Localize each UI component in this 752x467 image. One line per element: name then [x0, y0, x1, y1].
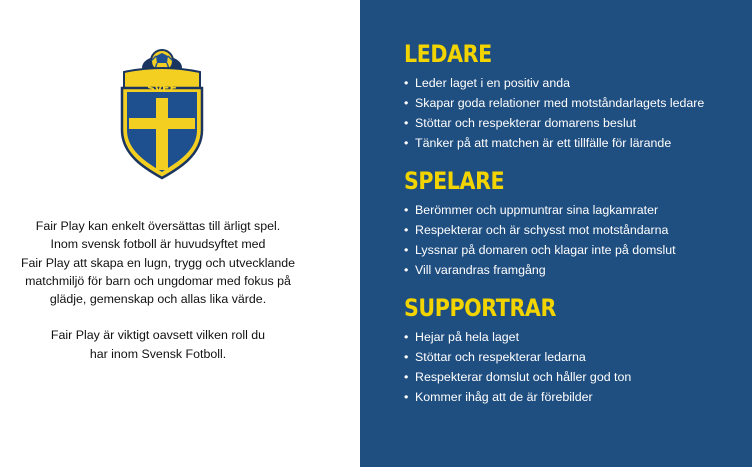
list-item-text: Stöttar och respekterar ledarna	[415, 350, 586, 364]
bullet-dot: •	[404, 136, 409, 150]
list-item	[404, 93, 734, 113]
svff-crest-logo	[116, 44, 208, 180]
list-item	[404, 200, 734, 220]
intro-line: Fair Play kan enkelt översättas till ärligt spel.	[35, 219, 281, 233]
bullet-dot: •	[404, 203, 409, 217]
list-item	[404, 113, 734, 133]
intro-line: har inom Svensk Fotboll.	[89, 346, 227, 361]
intro-line: Fair Play att skapa en lugn, trygg och utvecklande	[20, 255, 296, 270]
list-item-text: Skapar goda relationer med motståndarlagets ledare	[415, 96, 705, 110]
right-panel	[360, 0, 752, 467]
bullet-dot: •	[404, 350, 409, 364]
bullet-dot: •	[404, 370, 409, 384]
list-item	[404, 367, 734, 387]
intro-line: glädje, gemenskap och allas lika värde.	[49, 292, 267, 307]
bullet-dot: •	[404, 223, 409, 237]
bullet-dot: •	[404, 96, 409, 110]
list-item-text: Respekterar och är schysst mot motståndarna	[415, 223, 669, 237]
left-panel	[0, 0, 360, 467]
bullet-list	[404, 73, 734, 153]
list-item-text: Leder laget i en positiv anda	[415, 76, 570, 90]
bullet-dot: •	[404, 76, 409, 90]
bullet-dot: •	[404, 263, 409, 277]
list-item-text: Stöttar och respekterar domarens beslut	[415, 116, 637, 130]
section-heading: SPELARE	[404, 167, 505, 195]
intro-line: matchmiljö för barn och ungdomar med fokus på	[25, 273, 291, 288]
list-item	[404, 387, 734, 407]
list-item-text: Hejar på hela laget	[415, 330, 520, 344]
bullet-dot: •	[404, 330, 409, 344]
intro-line: Inom svensk fotboll är huvudsyftet med	[50, 237, 266, 252]
bullet-list	[404, 327, 734, 407]
section-supportrar	[404, 294, 734, 407]
crest-text: SvFF	[146, 82, 178, 95]
list-item	[404, 73, 734, 93]
bullet-list	[404, 200, 734, 280]
bullet-dot: •	[404, 116, 409, 130]
list-item-text: Berömmer och uppmuntrar sina lagkamrater	[415, 203, 659, 217]
section-heading: SUPPORTRAR	[404, 294, 556, 322]
list-item-text: Tänker på att matchen är ett tillfälle för lärande	[415, 136, 672, 150]
section-heading: LEDARE	[404, 40, 492, 68]
section-ledare	[404, 40, 734, 153]
list-item	[404, 347, 734, 367]
bullet-dot: •	[404, 390, 409, 404]
list-item	[404, 260, 734, 280]
intro-paragraph-2	[0, 326, 316, 363]
list-item	[404, 133, 734, 153]
bullet-dot: •	[404, 243, 409, 257]
section-spelare	[404, 167, 734, 280]
list-item-text: Lyssnar på domaren och klagar inte på domslut	[415, 243, 676, 257]
list-item-text: Vill varandras framgång	[415, 263, 546, 277]
list-item	[404, 327, 734, 347]
intro-paragraph-1	[0, 217, 316, 308]
list-item	[404, 220, 734, 240]
list-item	[404, 240, 734, 260]
list-item-text: Respekterar domslut och håller god ton	[415, 370, 632, 384]
intro-text	[0, 217, 316, 381]
list-item-text: Kommer ihåg att de är förebilder	[415, 390, 593, 404]
intro-line: Fair Play är viktigt oavsett vilken roll du	[50, 328, 266, 343]
